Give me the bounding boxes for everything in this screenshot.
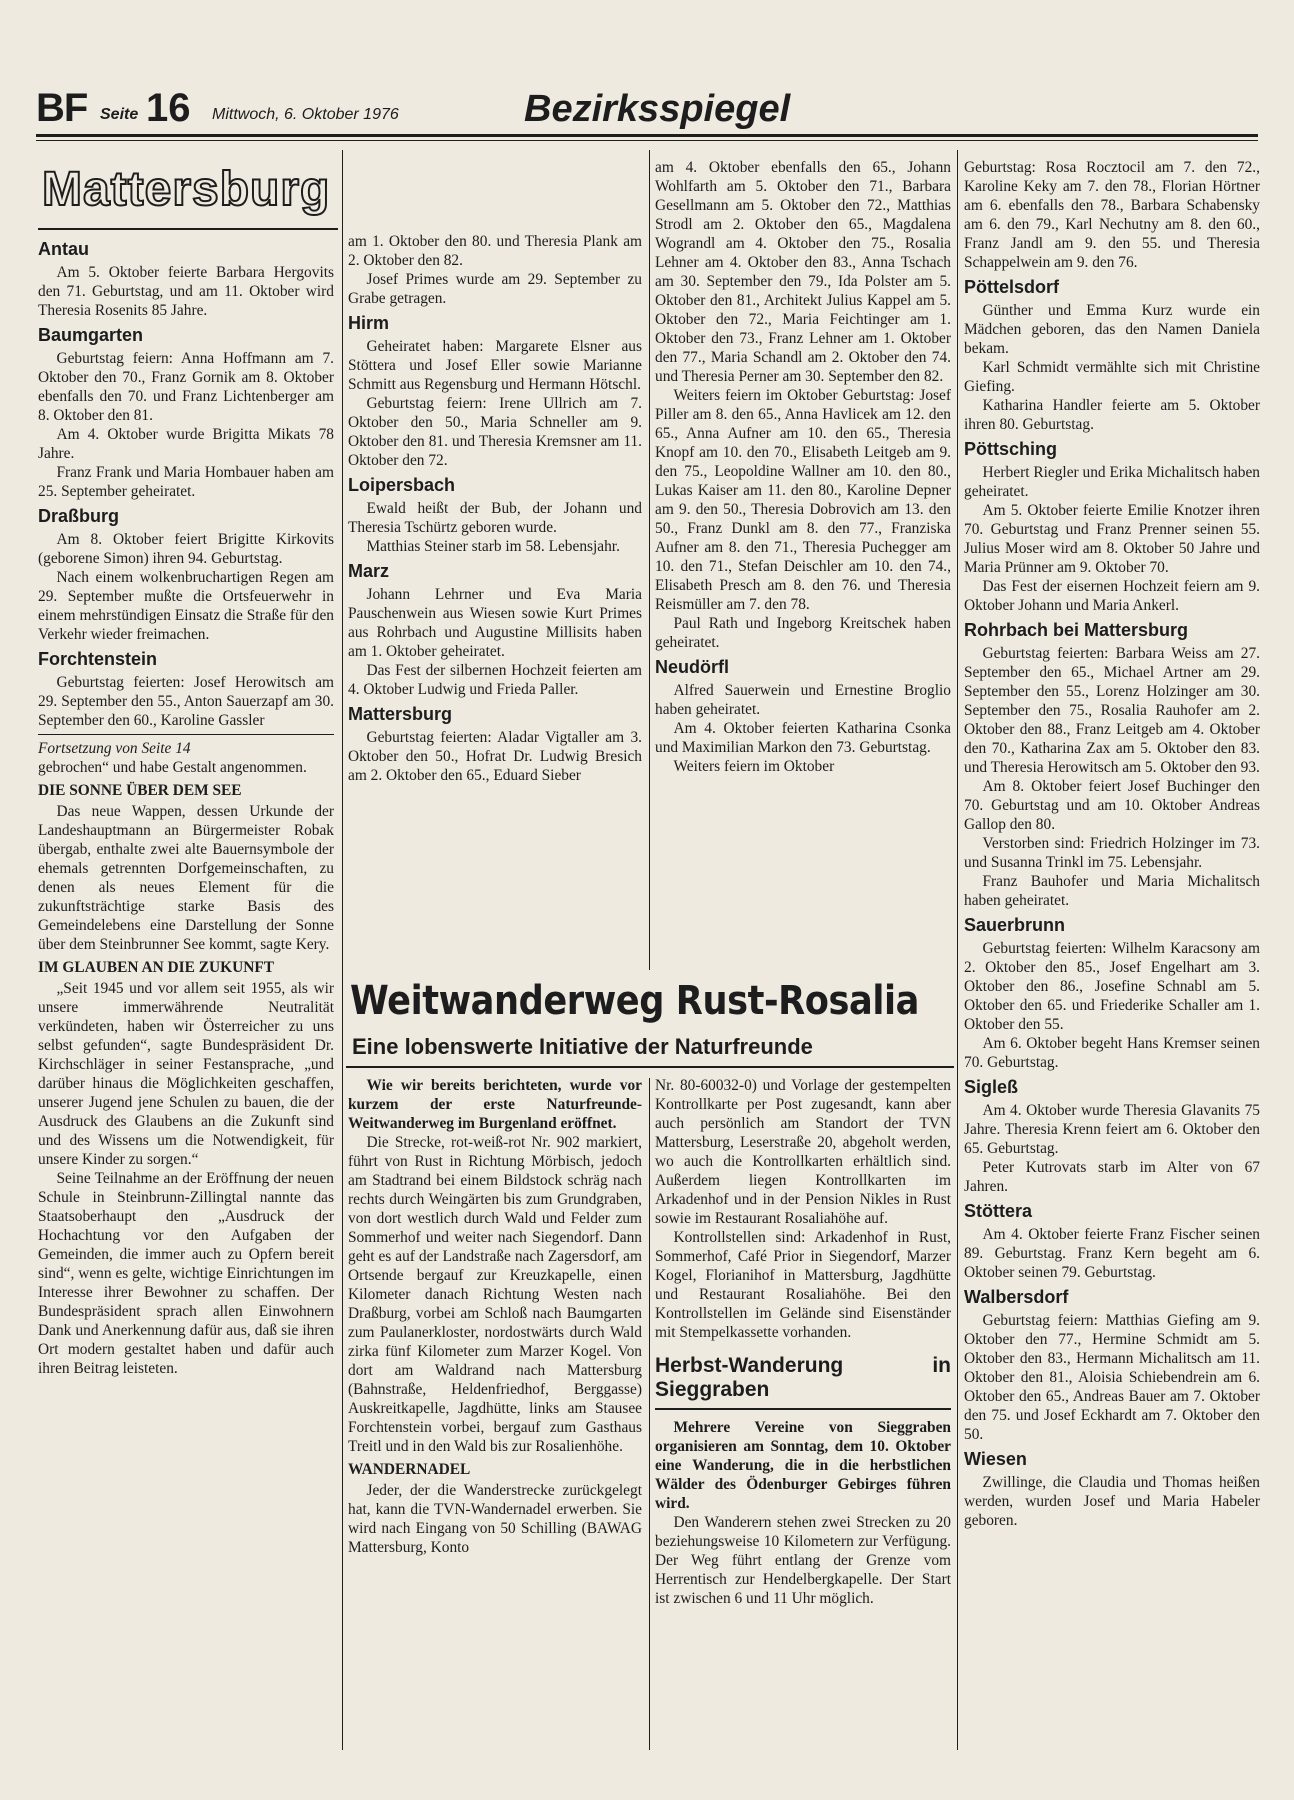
column-1 [38,234,334,1378]
paragraph: am 4. Oktober ebenfalls den 65., Johann Wohlfarth am 5. Oktober den 71., Barbara Gesellmann am 5. Oktober den 72., Matthias Strodl am 2. Oktober den 65., Magdalena Wograndl am 4. Oktober den 75., Rosalia Lehner am 4. Oktober den 83., Anna Tschach am 30. September den 79., Ida Polster am 5. Oktober den 81., Architekt Julius Kappel am 5. Oktober den 72., Maria Feichtinger am 1. Oktober den 73., Franz Lehner am 1. Oktober den 77., Maria Schandl am 2. Oktober den 74. und Theresia Perner am 30. September den 82. [655,159,951,385]
paragraph: Am 4. Oktober wurde Theresia Glavanits 75 Jahre. Theresia Krenn feiert am 6. Oktober den 65. Geburtstag. [964,1102,1260,1157]
paragraph: Am 4. Oktober feierte Franz Fischer seinen 89. Geburtstag. Franz Kern begeht am 6. Oktober seinen 79. Geburtstag. [964,1226,1260,1281]
heading-poettelsdorf: Pöttelsdorf [964,277,1060,297]
herbst-rule [655,1408,951,1410]
heading-rohrbach: Rohrbach bei Mattersburg [964,620,1189,640]
paragraph: Geburtstag feierten: Barbara Weiss am 27. September den 65., Michael Artner am 29. September den 55., Lorenz Holzinger am 30. September den 75., Rosalia Rauhofer am 2. Oktober den 88., Franz Leitgeb am 4. Oktober den 70., Katharina Zax am 5. Oktober den 83. und Theresia Herowitsch am 5. Oktober den 93. [964,645,1260,776]
town-title-rule [38,228,338,230]
page-label: Seite [100,106,139,123]
heading-neudoerfl: Neudörfl [655,657,729,677]
paragraph: Josef Primes wurde am 29. September zu Grabe getragen. [348,271,642,307]
paragraph: Geburtstag feierten: Josef Herowitsch am 29. September den 55., Anton Sauerzapf am 30. September den 60., Karoline Gassler [38,674,334,729]
heading-loipersbach: Loipersbach [348,475,456,495]
heading-mattersburg: Mattersburg [348,704,453,724]
paragraph: Am 8. Oktober feiert Josef Buchinger den 70. Geburtstag und am 10. Oktober Andreas Gallop den 80. [964,778,1260,833]
heading-walbersdorf: Walbersdorf [964,1287,1069,1307]
paragraph: Alfred Sauerwein und Ernestine Broglio haben geheiratet. [655,682,951,718]
article-headline: Weitwanderweg Rust-Rosalia [350,978,919,1024]
heading-antau: Antau [38,239,89,259]
paragraph: Peter Kutrovats starb im Alter von 67 Jahren. [964,1159,1260,1195]
paragraph: Kontrollstellen sind: Arkadenhof in Rust, Sommerhof, Café Prior in Siegendorf, Marzer Kogel, Florianihof in Mattersburg, Jagdhütte und Restaurant Rosaliahöhe. Bei den Kontrollstellen im Gelände sind Eisenständer mit Stempelkassette vorhanden. [655,1229,951,1341]
subheading-sonne: DIE SONNE ÜBER DEM SEE [38,782,242,799]
column-4 [964,158,1260,1530]
page-number: 16 [146,86,191,130]
heading-marz: Marz [348,561,390,581]
continuation-note: Fortsetzung von Seite 14 [38,734,334,758]
subheading-wandernadel: WANDERNADEL [348,1461,471,1478]
newspaper-logo: BF [36,86,88,130]
heading-poetsching: Pöttsching [964,439,1057,459]
paragraph: Franz Bauhofer und Maria Michalitsch haben geheiratet. [964,873,1260,909]
paragraph: Matthias Steiner starb im 58. Lebensjahr. [366,538,620,555]
article-subheadline: Eine lobenswerte Initiative der Naturfreunde [352,1034,813,1059]
paragraph: Geburtstag feiern: Irene Ullrich am 7. Oktober den 50., Maria Schneller am 9. Oktober den 81. und Theresia Kremsner am 11. Oktober den 72. [348,395,642,469]
paragraph: Nr. 80-60032-0) und Vorlage der gestempelten Kontrollkarte per Post zugesandt, kann aber auch persönlich am Standort der TVN Mattersburg, Leserstraße 20, abgeholt werden, wo auch die Kontrollkarten erhältlich sind. Außerdem liegen Kontrollkarten im Arkadenhof und in der Pension Nikles in Rust sowie im Restaurant Rosaliahöhe auf. [655,1077,951,1227]
article-lead: Wie wir bereits berichteten, wurde vor kurzem der erste Naturfreunde-Weitwanderweg im Burgenland eröffnet. [348,1077,642,1132]
paragraph: Geburtstag feiern: Anna Hoffmann am 7. Oktober den 70., Franz Gornik am 8. Oktober ebenfalls den 70. und Franz Lichtenberger am 8. Oktober den 81. [38,350,334,424]
heading-hirm: Hirm [348,313,390,333]
paragraph: Am 8. Oktober feiert Brigitte Kirkovits (geborene Simon) ihren 94. Geburtstag. [38,531,334,567]
issue-date: Mittwoch, 6. Oktober 1976 [212,106,399,123]
paragraph: Am 5. Oktober feierte Emilie Knotzer ihren 70. Geburtstag und Franz Prenner seinen 55. Julius Moser wird am 8. Oktober 50 Jahre und Maria Prünner am 9. Oktober 70. [964,502,1260,576]
article-column-1 [348,1076,642,1557]
paragraph: Die Strecke, rot-weiß-rot Nr. 902 markiert, führt von Rust in Richtung Mörbisch, jedoch am Stadtrand bei einem Bildstock schräg nach rechts durch Weingärten bis zum Grundgraben, von dort westlich durch Wald und Felder zum Sommerhof und weiter nach Siegendorf. Dann geht es auf der Landstraße nach Zagersdorf, am Ortsende bergauf zur Kreuzkapelle, einen Kilometer danach Richtung Westen nach Draßburg, vorbei am Schloß nach Baumgarten zum Paulanerkloster, nordostwärts durch Wald zirka fünf Kilometer zum Marzer Kogel. Von dort am Waldrand nach Mattersburg (Bahnstraße, Heldenfriedhof, Berggasse) Auskreitkapelle, Jagdhütte, links am Stausee Forchtenstein vorbei, bergauf zum Gasthaus Treitl und in den Wald bis zur Rosalienhöhe. [348,1134,642,1455]
column-3 [655,158,951,776]
heading-sauerbrunn: Sauerbrunn [964,915,1066,935]
heading-drassburg: Draßburg [38,506,119,526]
paragraph: Geburtstag feiern: Matthias Giefing am 9. Oktober den 77., Hermine Schmidt am 5. Oktober den 83., Hermann Michalitsch am 11. Oktober den 81., Aloisia Schiebendrein am 6. Oktober den 65., Andreas Bauer am 7. Oktober den 75. und Josef Eckhardt am 7. Oktober den 50. [964,1312,1260,1443]
paragraph: Johann Lehrner und Eva Maria Pauschenwein aus Wiesen sowie Kurt Primes aus Rohrbach und Augustine Millisits haben am 1. Oktober geheiratet. [348,586,642,660]
paragraph: Katharina Handler feierte am 5. Oktober ihren 80. Geburtstag. [964,397,1260,433]
paragraph: Verstorben sind: Friedrich Holzinger im 73. und Susanna Trinkl im 75. Lebensjahr. [964,835,1260,871]
column-2 [348,232,642,785]
paragraph: Weiters feiern im Oktober [673,758,835,775]
heading-baumgarten: Baumgarten [38,325,144,345]
paragraph: Ewald heißt der Bub, der Johann und Theresia Tschürtz geboren wurde. [348,500,642,536]
herbst-headline: Herbst-Wanderung in Sieggraben [655,1354,951,1401]
paragraph: Weiters feiern im Oktober Geburtstag: Josef Piller am 8. den 65., Anna Havlicek am 12. den 65., Anna Aufner am 10. den 65., Theresia Knopf am 10. den 70., Elisabeth Leitgeb am 9. den 75., Leopoldine Wallner am 10. den 80., Lukas Kaiser am 11. den 80., Karoline Depner am 9. den 50., Theresia Dobrovich am 13. den 50., Franz Dunkl am 8. den 77., Franziska Aufner am 8. den 71., Theresia Puchegger am 10. den 71., Stefan Deischler am 10. den 74., Elisabeth Presch am 8. den 76. und Theresia Reismüller am 7. den 78. [655,387,951,613]
heading-stoettera: Stöttera [964,1201,1033,1221]
paragraph: Seine Teilnahme an der Eröffnung der neuen Schule in Steinbrunn-Zillingtal nannte das Staatsoberhaupt den „Ausdruck der Hochachtung vor den Aufgaben der Gemeinden, die immer auch zu Opfern bereit sind“, wenn es gelte, wichtige Einrichtungen im Interesse ihrer Bewohner zu schaffen. Der Bundespräsident sprach allen Einwohnern Dank und Anerkennung dafür aus, daß sie ihren Ort modern gestaltet haben und dafür auch ihren Beitrag leisteten. [38,1170,334,1377]
paragraph: Am 5. Oktober feierte Barbara Hergovits den 71. Geburtstag, und am 11. Oktober wird Theresia Rosenits 85 Jahre. [38,264,334,319]
paragraph: am 1. Oktober den 80. und Theresia Plank am 2. Oktober den 82. [348,233,642,269]
heading-forchtenstein: Forchtenstein [38,649,158,669]
article-column-2 [655,1076,951,1608]
page-header [36,84,1258,144]
column-rule [957,150,958,1750]
paragraph: Franz Frank und Maria Hombauer haben am 25. September geheiratet. [38,464,334,500]
paragraph: Karl Schmidt vermählte sich mit Christine Giefing. [964,359,1260,395]
article-rule [346,1066,954,1068]
paragraph: Geheiratet haben: Margarete Elsner aus Stöttera und Josef Eller sowie Marianne Schmitt aus Regensburg und Hermann Hötschl. [348,338,642,393]
paragraph: Herbert Riegler und Erika Michalitsch haben geheiratet. [964,464,1260,500]
paragraph: Zwillinge, die Claudia und Thomas heißen werden, wurden Josef und Maria Habeler geboren. [964,1474,1260,1529]
paragraph: gebrochen“ und habe Gestalt angenommen. [38,759,307,776]
header-rule [36,134,1258,137]
herbst-lead: Mehrere Vereine von Sieggraben organisieren am Sonntag, dem 10. Oktober eine Wanderung, die in die herbstlichen Wälder des Ödenburger Gebirges führen wird. [655,1419,951,1512]
paragraph: Günther und Emma Kurz wurde ein Mädchen geboren, das den Namen Daniela bekam. [964,302,1260,357]
paragraph: Das neue Wappen, dessen Urkunde der Landeshauptmann an Bürgermeister Robak übergab, enthalte zwei alte Bauernsymbole der ehemals getrennten Dorfgemeinschaften, zu denen als neues Element für die zukunftsträchtige starke Basis des Gemeindelebens eine Darstellung der Sonne über dem Steinbrunner See kommt, sagte Kery. [38,803,334,953]
section-title: Bezirksspiegel [524,88,791,130]
subheading-glauben: IM GLAUBEN AN DIE ZUKUNFT [38,959,275,976]
paragraph: Nach einem wolkenbruchartigen Regen am 29. September mußte die Ortsfeuerwehr in einem mehrstündigen Einsatz die Straße für den Verkehr wieder freimachen. [38,569,334,643]
paragraph: Geburtstag feierten: Aladar Vigtaller am 3. Oktober den 50., Hofrat Dr. Ludwig Bresich am 2. Oktober den 65., Eduard Sieber [348,729,642,784]
paragraph: Am 6. Oktober begeht Hans Kremser seinen 70. Geburtstag. [964,1035,1260,1071]
paragraph: Geburtstag: Rosa Rocztocil am 7. den 72., Karoline Keky am 7. den 78., Florian Hörtner am 6. ebenfalls den 78., Barbara Schabensky am 6. den 79., Karl Nechutny am 8. den 60., Franz Jandl am 9. den 55. und Theresia Schappelwein am 9. den 76. [964,159,1260,271]
paragraph: Das Fest der silbernen Hochzeit feierten am 4. Oktober Ludwig und Frieda Paller. [348,662,642,698]
heading-sigless: Sigleß [964,1077,1019,1097]
column-rule [649,1078,650,1750]
paragraph: Das Fest der eisernen Hochzeit feiern am 9. Oktober Johann und Maria Ankerl. [964,578,1260,614]
paragraph: Geburtstag feierten: Wilhelm Karacsony am 2. Oktober den 85., Josef Engelhart am 3. Oktober den 86., Josefine Schnabl am 5. Oktober den 65. und Friederike Schaller am 1. Oktober den 55. [964,940,1260,1033]
column-rule [342,150,343,1750]
town-title: Mattersburg [42,163,331,216]
column-rule [649,150,650,970]
header-rule-thin [36,140,1258,141]
heading-wiesen: Wiesen [964,1449,1027,1469]
paragraph: Jeder, der die Wanderstrecke zurückgelegt hat, kann die TVN-Wandernadel erwerben. Sie wird nach Eingang von 50 Schilling (BAWAG Mattersburg, Konto [348,1482,642,1556]
paragraph: Paul Rath und Ingeborg Kreitschek haben geheiratet. [655,615,951,651]
paragraph: „Seit 1945 und vor allem seit 1955, als wir unsere immerwährende Neutralität verkündeten, haben wir Österreicher zu uns selbst gefunden“, sagte Bundespräsident Dr. Kirchschläger in seiner Festansprache, „und darüber hinaus die Möglichkeiten geschaffen, unserer Jugend jene Schulen zu bauen, die der Ausdruck des Glaubens an die Zukunft sind und des Wissens um die Notwendigkeit, für unsere Kinder zu sorgen.“ [38,980,334,1168]
paragraph: Den Wanderern stehen zwei Strecken zu 20 beziehungsweise 10 Kilometern zur Verfügung. Der Weg führt entlang der Grenze vom Herrentisch zur Hendelbergkapelle. Der Start ist zwischen 6 und 11 Uhr möglich. [655,1514,951,1607]
paragraph: Am 4. Oktober wurde Brigitta Mikats 78 Jahre. [38,426,334,462]
paragraph: Am 4. Oktober feierten Katharina Csonka und Maximilian Markon den 73. Geburtstag. [655,720,951,756]
